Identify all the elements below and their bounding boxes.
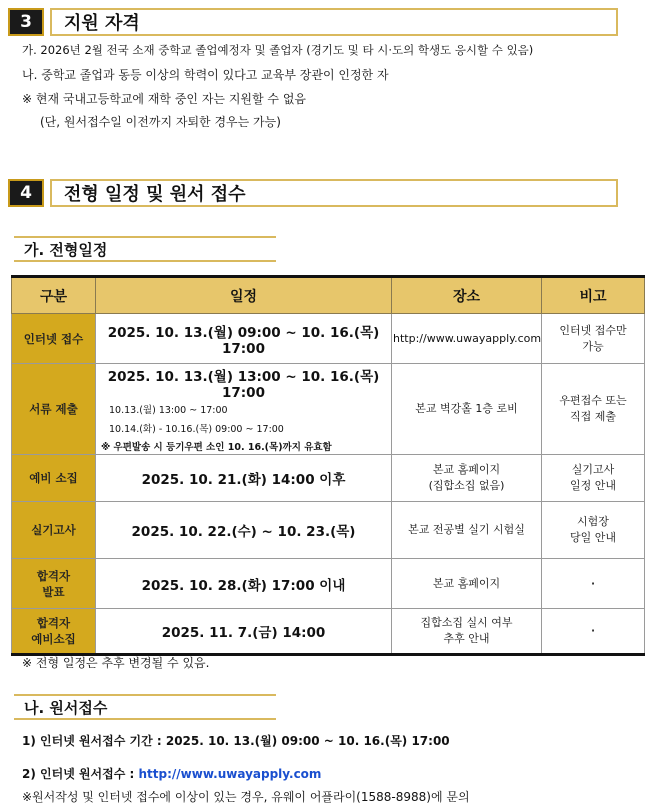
row-date [96, 364, 392, 455]
label-line: 합격자 [36, 568, 71, 583]
note-line: 인터넷 접수만 [559, 323, 627, 337]
note-line: 당일 안내 [569, 531, 616, 544]
note-line: 시험장 [577, 515, 609, 528]
date-main: 2025. 10. 13.(월) 13:00 ~ 10. 16.(목) 17:00 [107, 369, 380, 401]
table-row [12, 455, 645, 502]
table-row [12, 364, 645, 455]
table-row [12, 502, 645, 559]
application-inquiry-note: ※원서작성 및 인터넷 접수에 이상이 있는 경우, 유웨이 어플라이(1588-8988)에 문의 [22, 790, 470, 804]
row-note [542, 364, 645, 455]
row-place: http://www.uwayapply.com [392, 314, 542, 364]
section-title: 지원 자격 [50, 8, 618, 36]
row-place [392, 609, 542, 655]
row-label: 실기고사 [12, 502, 96, 559]
section-4-header [8, 179, 618, 207]
application-site [22, 765, 321, 782]
column-header: 장소 [392, 277, 542, 314]
section-title: 전형 일정 및 원서 접수 [50, 179, 618, 207]
eligibility-note-exception: (단, 원서접수일 이전까지 자퇴한 경우는 가능) [40, 115, 281, 129]
note-line: 일정 안내 [569, 479, 616, 492]
row-label: 서류 제출 [12, 364, 96, 455]
place-line: 본교 홈페이지 [432, 463, 501, 476]
eligibility-item-a: 가. 2026년 2월 전국 소재 중학교 졸업예정자 및 졸업자 (경기도 및 타 시·도의 학생도 응시할 수 있음) [22, 43, 534, 57]
note-line: 실기고사 [571, 463, 615, 476]
mail-warning: ※ 우편발송 시 등기우편 소인 10. 16.(목)까지 유효함 [101, 442, 332, 453]
schedule-table [11, 275, 645, 656]
place-line: (집합소집 없음) [428, 479, 505, 492]
table-row [12, 609, 645, 655]
row-date: 2025. 10. 21.(화) 14:00 이후 [96, 455, 392, 502]
row-date: 2025. 10. 13.(월) 09:00 ~ 10. 16.(목) 17:00 [96, 314, 392, 364]
schedule-note: ※ 전형 일정은 추후 변경될 수 있음. [22, 656, 210, 670]
column-header: 구분 [12, 277, 96, 314]
row-label: 인터넷 접수 [12, 314, 96, 364]
row-note: · [542, 559, 645, 609]
table-row [12, 314, 645, 364]
place-line: 추후 안내 [443, 632, 490, 645]
row-note: · [542, 609, 645, 655]
column-header: 비고 [542, 277, 645, 314]
row-label [12, 609, 96, 655]
place-line: 집합소집 실시 여부 [420, 616, 513, 629]
table-row [12, 559, 645, 609]
row-date: 2025. 11. 7.(금) 14:00 [96, 609, 392, 655]
row-label [12, 559, 96, 609]
section-3-header [8, 8, 618, 36]
date-sub: 10.13.(월) 13:00 ~ 17:00 [109, 405, 228, 416]
note-line: 직접 제출 [569, 410, 616, 423]
application-period: 1) 인터넷 원서접수 기간 : 2025. 10. 13.(월) 09:00 ~ 10. 16.(목) 17:00 [22, 734, 450, 748]
note-line: 우편접수 또는 [559, 394, 627, 407]
row-place: 본교 벽강홀 1층 로비 [392, 364, 542, 455]
application-link[interactable]: http://www.uwayapply.com [138, 767, 322, 781]
row-label: 예비 소집 [12, 455, 96, 502]
row-note [542, 314, 645, 364]
row-note [542, 455, 645, 502]
eligibility-note: ※ 현재 국내고등학교에 재학 중인 자는 지원할 수 없음 [22, 92, 307, 106]
row-place: 본교 홈페이지 [392, 559, 542, 609]
row-date: 2025. 10. 22.(수) ~ 10. 23.(목) [96, 502, 392, 559]
label-line: 예비소집 [31, 632, 76, 646]
row-place [392, 455, 542, 502]
application-site-label: 2) 인터넷 원서접수 : [22, 767, 139, 781]
table-header-row [12, 277, 645, 314]
section-number: 3 [8, 8, 44, 36]
column-header: 일정 [96, 277, 392, 314]
section-number: 4 [8, 179, 44, 207]
eligibility-item-b: 나. 중학교 졸업과 동등 이상의 학력이 있다고 교육부 장관이 인정한 자 [22, 68, 389, 82]
row-date: 2025. 10. 28.(화) 17:00 이내 [96, 559, 392, 609]
row-note [542, 502, 645, 559]
row-place: 본교 전공별 실기 시험실 [392, 502, 542, 559]
subsection-application: 나. 원서접수 [14, 694, 276, 720]
subsection-schedule: 가. 전형일정 [14, 236, 276, 262]
date-sub: 10.14.(화) - 10.16.(목) 09:00 ~ 17:00 [109, 424, 284, 435]
label-line: 합격자 [36, 616, 71, 630]
note-line: 가능 [582, 339, 604, 353]
label-line: 발표 [42, 584, 65, 599]
